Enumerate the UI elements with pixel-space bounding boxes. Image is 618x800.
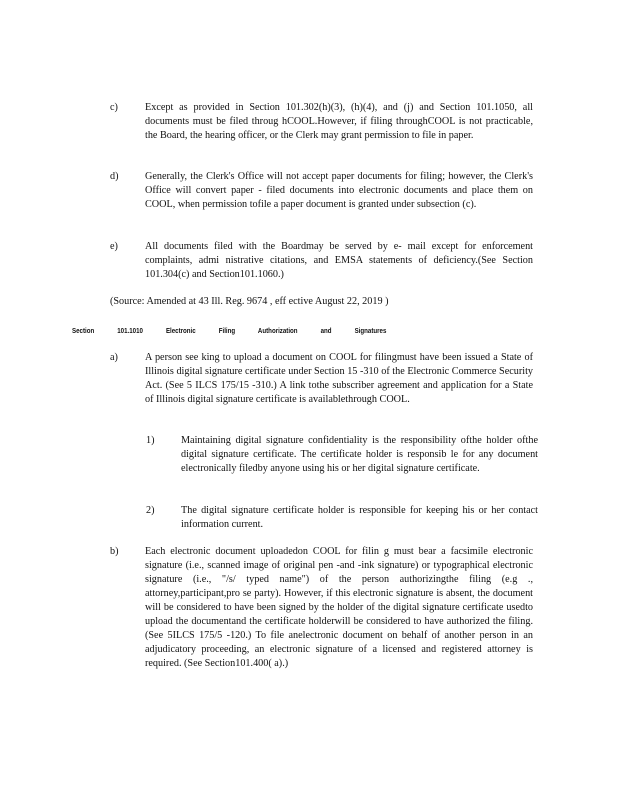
item-d-text (145, 170, 533, 212)
section-title-word-5: Signatures (354, 326, 387, 335)
item-e-label: e) (110, 241, 118, 252)
item-d-label: d) (110, 171, 119, 182)
item-c-label: c) (110, 102, 118, 113)
section-title-word-3: Authorization (257, 326, 298, 335)
subsection-a-paragraph: A person see king to upload a document on COOL for filingmust have been issued a State of Illinois digital signature certificate under Section 15 -310 of the Electronic Commerce Security Act. (See 5 ILCS 175/15 -310.) A link tothe subscriber agreement and application for a State of Illinois digital signature certificate is availablethrough COOL. (145, 352, 533, 405)
subsection-a2-paragraph: The digital signature certificate holder is responsible for keeping his or her contact information current. (181, 505, 538, 530)
subsection-b-paragraph: Each electronic document uploadedon COOL for filin g must bear a facsimile electronic signature (i.e., scanned image of original pen -and -ink signature) or typographical electronic signature (i.e., "/s/ typed name") of the person authorizingthe filing (e.g ., attorney,participant,pro se party). However, if this electronic signature is absent, the document will be considered to have been signed by the holder of the digital signature certificate usedto upload the documentand the certificate holderwill be considered to have authorized the filing. (See 5ILCS 175/5 -120.) To file anelectronic document on behalf of another person in an adjudicatory proceeding, an electronic signature of a licensed and registered attorney is required. (See Section101.400( a).) (145, 546, 533, 669)
source-note: (Source: Amended at 43 Ill. Reg. 9674 , eff ective August 22, 2019 ) (110, 296, 389, 307)
item-e-text (145, 240, 533, 282)
item-e-paragraph: All documents filed with the Boardmay be served by e- mail except for enforcement complaints, admi nistrative citations, and EMSA statements of deficiency.(See Section 101.304(c) and Section101.1060.) (145, 241, 533, 280)
section-heading (72, 324, 408, 338)
subsection-b-text (145, 545, 533, 671)
subsection-a1-text (181, 434, 538, 476)
subsection-a2-label: 2) (146, 505, 155, 516)
subsection-a-text (145, 351, 533, 407)
section-title-word-2: Filing (218, 326, 236, 335)
item-c-text (145, 101, 533, 143)
item-c-paragraph: Except as provided in Section 101.302(h)(3), (h)(4), and (j) and Section 101.1050, all documents must be filed throug hCOOL.However, if filing throughCOOL is not practicable, the Board, the hearing officer, or the Clerk may grant permission to file in paper. (145, 102, 533, 141)
subsection-a2-text (181, 504, 538, 532)
subsection-a1-paragraph: Maintaining digital signature confidentiality is the responsibility ofthe holder ofthe digital signature certificate. The certificate holder is responsib le for any document electronically filedby anyone using his or her digital signature certificate. (181, 435, 538, 474)
section-word: Section (72, 326, 95, 335)
subsection-a1-label: 1) (146, 435, 155, 446)
subsection-b-label: b) (110, 546, 119, 557)
section-title-word-1: Electronic (165, 326, 196, 335)
item-d-paragraph: Generally, the Clerk's Office will not accept paper documents for filing; however, the Clerk's Office will convert paper - filed documents into electronic documents and place them on COOL, when permission tofile a paper document is granted under subsection (c). (145, 171, 533, 210)
section-title-word-4: and (320, 326, 332, 335)
subsection-a-label: a) (110, 352, 118, 363)
section-number: 101.1010 (117, 326, 143, 335)
